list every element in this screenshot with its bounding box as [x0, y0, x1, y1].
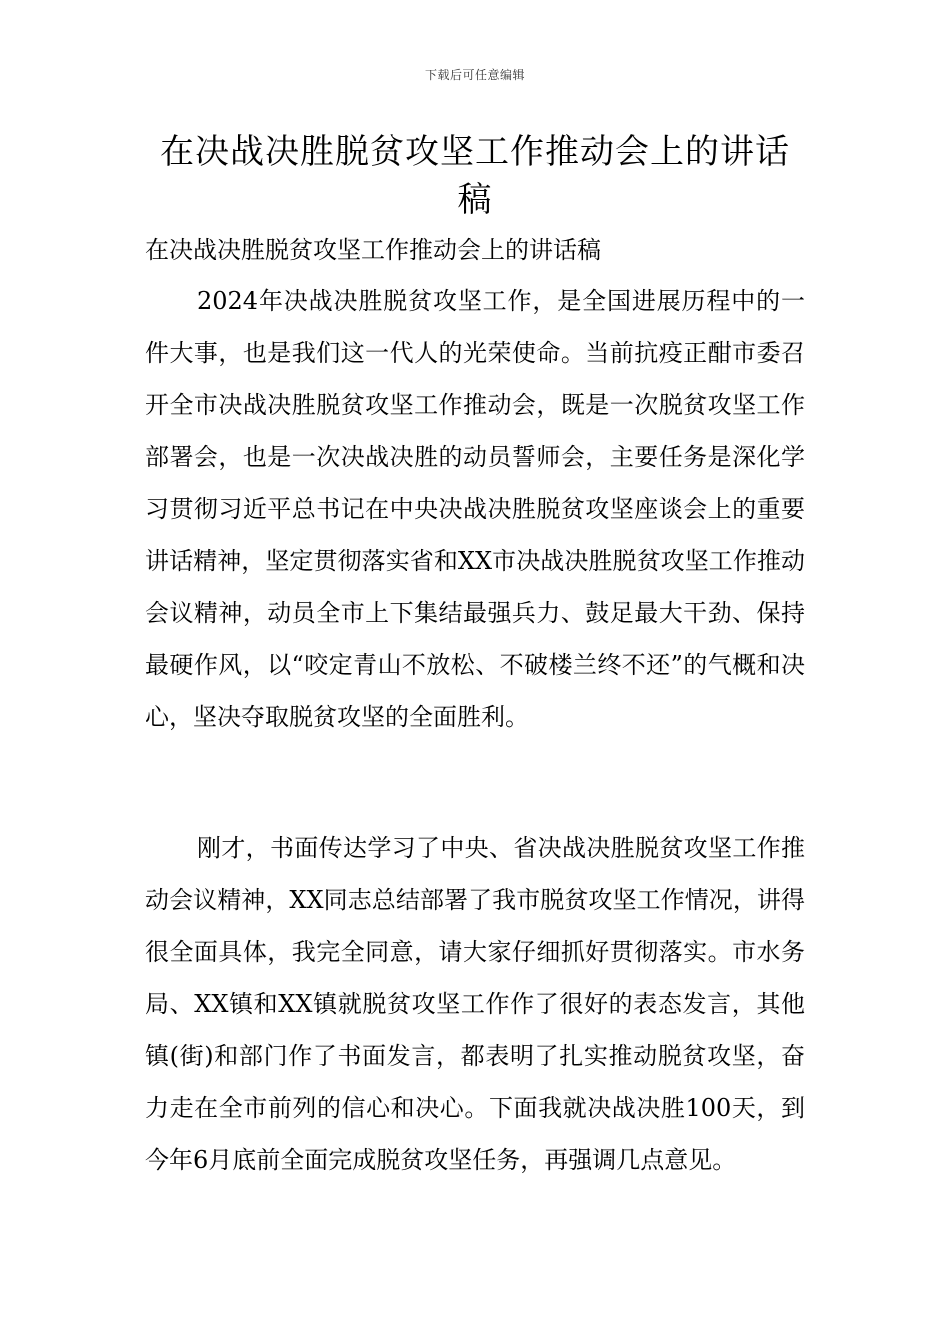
document-title: 在决战决胜脱贫攻坚工作推动会上的讲话稿 [160, 132, 790, 220]
document-subtitle: 在决战决胜脱贫攻坚工作推动会上的讲话稿 [145, 236, 601, 264]
body-paragraph-2: 刚才，书面传达学习了中央、省决战决胜脱贫攻坚工作推动会议精神，XX同志总结部署了我市脱贫攻坚工作情况，讲得很全面具体，我完全同意，请大家仔细抓好贯彻落实。市水务局、XX镇和XX镇就脱贫攻坚工作作了很好的表态发言，其他镇(街)和部门作了书面发言，都表明了扎实推动脱贫攻坚，奋力走在全市前列的信心和决心。下面我就决战决胜100天，到今年6月底前全面完成脱贫攻坚任务，再强调几点意见。 [145, 834, 805, 1174]
body-paragraph-1: 2024年决战决胜脱贫攻坚工作，是全国进展历程中的一件大事，也是我们这一代人的光荣使命。当前抗疫正酣市委召开全市决战决胜脱贫攻坚工作推动会，既是一次脱贫攻坚工作部署会，也是一次决战决胜的动员誓师会，主要任务是深化学习贯彻习近平总书记在中央决战决胜脱贫攻坚座谈会上的重要讲话精神，坚定贯彻落实省和XX市决战决胜脱贫攻坚工作推动会议精神，动员全市上下集结最强兵力、鼓足最大干劲、保持最硬作风，以“咬定青山不放松、不破楼兰终不还”的气概和决心，坚决夺取脱贫攻坚的全面胜利。 [145, 287, 805, 731]
header-note: 下载后可任意编辑 [424, 68, 525, 82]
